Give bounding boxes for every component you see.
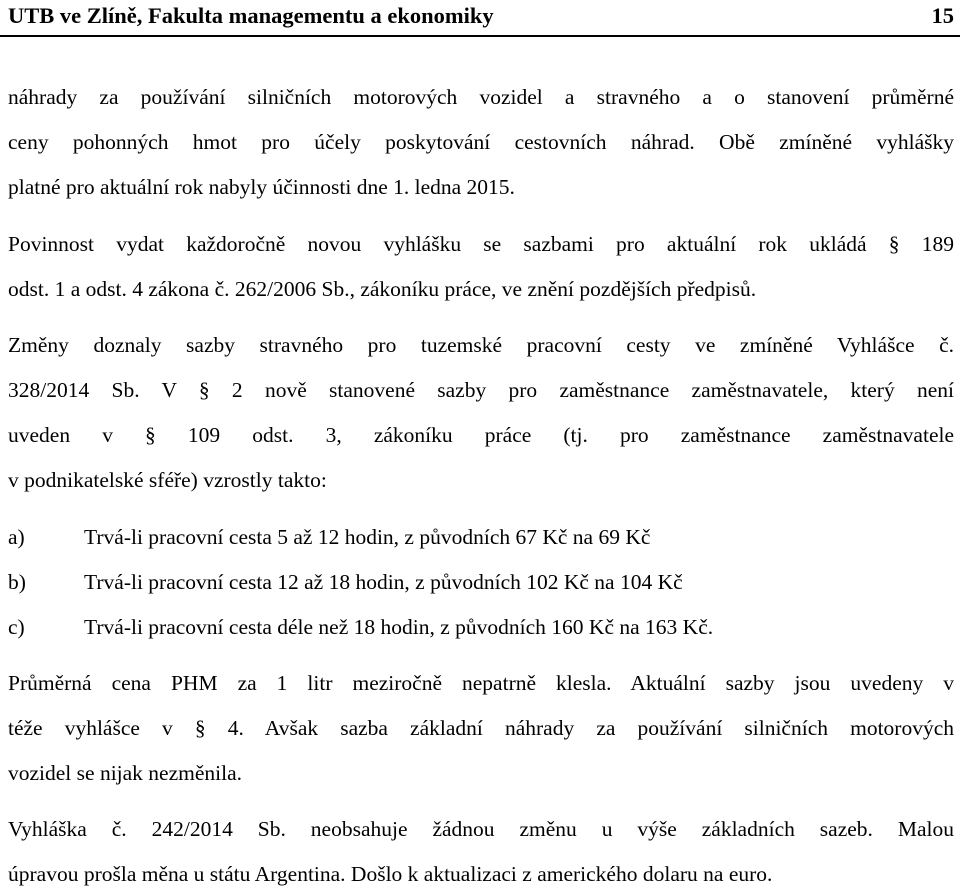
page-number: 15 (931, 3, 954, 28)
list-item-mark: a) (8, 525, 25, 549)
paragraph-3-line-2: 328/2014 Sb. V § 2 nově stanovené sazby pro zaměstnance zaměstnavatele, který není (8, 378, 954, 402)
list-item-mark: b) (8, 570, 26, 594)
list-item (8, 522, 650, 552)
paragraph-5-line-2: úpravou prošla měna u státu Argentina. Došlo k aktualizaci z amerického dolaru na euro. (8, 862, 773, 886)
paragraph-4-line-2: téže vyhlášce v § 4. Avšak sazba základní náhrady za používání silničních motorových (8, 716, 954, 740)
paragraph-1-line-2: ceny pohonných hmot pro účely poskytování cestovních náhrad. Obě zmíněné vyhlášky (8, 130, 954, 154)
list-item-text: Trvá-li pracovní cesta 12 až 18 hodin, z původních 102 Kč na 104 Kč (84, 570, 683, 594)
list-item-text: Trvá-li pracovní cesta déle než 18 hodin, z původních 160 Kč na 163 Kč. (84, 615, 714, 639)
paragraph-1-line-1: náhrady za používání silničních motorových vozidel a stravného a o stanovení průměrné (8, 85, 954, 109)
list-item-mark: c) (8, 615, 25, 639)
paragraph-3-line-3: uveden v § 109 odst. 3, zákoníku práce (tj. pro zaměstnance zaměstnavatele (8, 423, 954, 447)
paragraph-2-line-1: Povinnost vydat každoročně novou vyhlášku se sazbami pro aktuální rok ukládá § 189 (8, 232, 954, 256)
paragraph-2-line-2: odst. 1 a odst. 4 zákona č. 262/2006 Sb., zákoníku práce, ve znění pozdějších předpisů. (8, 277, 757, 301)
list-item-text: Trvá-li pracovní cesta 5 až 12 hodin, z původních 67 Kč na 69 Kč (84, 525, 651, 549)
paragraph-3-line-1: Změny doznaly sazby stravného pro tuzemské pracovní cesty ve zmíněné Vyhlášce č. (8, 333, 954, 357)
page-header (8, 0, 954, 32)
header-rule (0, 35, 960, 37)
paragraph-3-line-4: v podnikatelské sféře) vzrostly takto: (8, 468, 327, 492)
list-item (8, 567, 683, 597)
header-title: UTB ve Zlíně, Fakulta managementu a ekonomiky (8, 3, 494, 28)
paragraph-4-line-3: vozidel se nijak nezměnila. (8, 761, 243, 785)
paragraph-5-line-1: Vyhláška č. 242/2014 Sb. neobsahuje žádnou změnu u výše základních sazeb. Malou (8, 817, 954, 841)
paragraph-4-line-1: Průměrná cena PHM za 1 litr meziročně nepatrně klesla. Aktuální sazby jsou uvedeny v (8, 671, 954, 695)
list-item (8, 612, 713, 642)
paragraph-1-line-3: platné pro aktuální rok nabyly účinnosti dne 1. ledna 2015. (8, 175, 515, 199)
